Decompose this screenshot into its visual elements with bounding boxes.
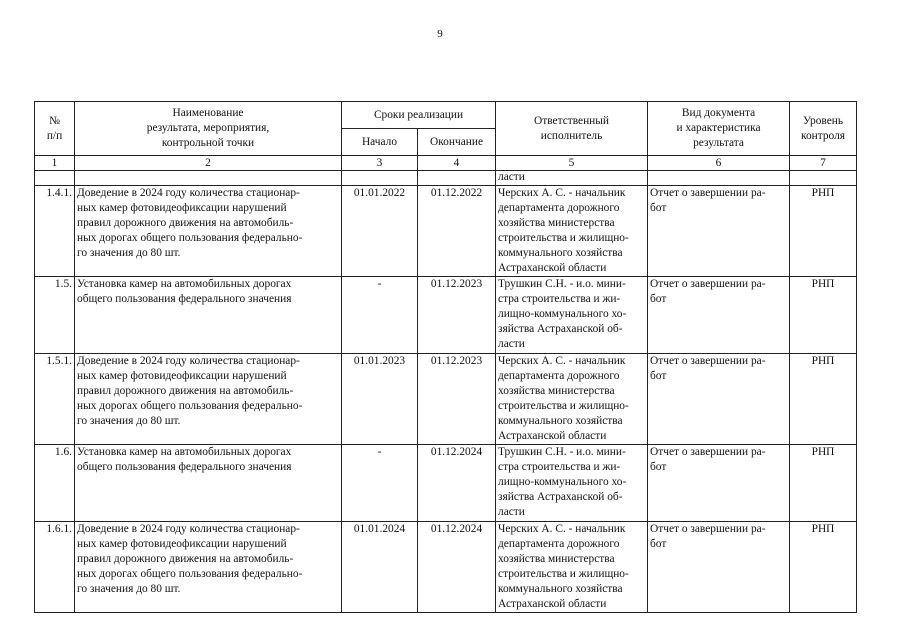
cell-start: - — [342, 277, 418, 354]
header-terms: Сроки реализации — [342, 102, 496, 129]
header-level: Уровень контроля — [790, 102, 857, 156]
column-number: 1 — [35, 156, 75, 171]
table-row — [35, 186, 857, 277]
cell-level: РНП — [790, 186, 857, 277]
cell-name: Установка камер на автомобильных дорогах общего пользования федерального значения — [75, 445, 342, 522]
plan-table — [34, 101, 857, 613]
cell-empty — [418, 171, 496, 186]
cell-empty — [648, 171, 790, 186]
cell-start: - — [342, 445, 418, 522]
cell-num: 1.5. — [35, 277, 75, 354]
cell-document: Отчет о завершении ра- бот — [648, 445, 790, 522]
table-header-row — [35, 102, 857, 129]
header-end: Окончание — [418, 129, 496, 156]
cell-name: Установка камер на автомобильных дорогах общего пользования федерального значения — [75, 277, 342, 354]
page-number: 9 — [437, 28, 443, 40]
continuation-row — [35, 171, 857, 186]
header-start: Начало — [342, 129, 418, 156]
table-row — [35, 354, 857, 445]
cell-responsible: Трушкин С.Н. - и.о. мини- стра строительства и жи- лищно-коммунального хо- зяйства Астраханской об- ласти — [496, 445, 648, 522]
cell-responsible: Черских А. С. - начальник департамента дорожного хозяйства министерства строительства и жилищно- коммунального хозяйства Астраханской области — [496, 186, 648, 277]
cell-end: 01.12.2023 — [418, 277, 496, 354]
cell-responsible-continuation: ласти — [496, 171, 648, 186]
cell-start: 01.01.2023 — [342, 354, 418, 445]
column-number-row — [35, 156, 857, 171]
cell-name: Доведение в 2024 году количества стационар- ных камер фотовидеофиксации нарушений правил дорожного движения на автомобиль- ных дорогах общего пользования федерально- го значения до 80 шт. — [75, 186, 342, 277]
cell-end: 01.12.2022 — [418, 186, 496, 277]
cell-document: Отчет о завершении ра- бот — [648, 186, 790, 277]
cell-level: РНП — [790, 277, 857, 354]
column-number: 2 — [75, 156, 342, 171]
cell-empty — [75, 171, 342, 186]
cell-name: Доведение в 2024 году количества стационар- ных камер фотовидеофиксации нарушений правил дорожного движения на автомобиль- ных дорогах общего пользования федерально- го значения до 80 шт. — [75, 354, 342, 445]
cell-num: 1.6.1. — [35, 522, 75, 613]
cell-responsible: Черских А. С. - начальник департамента дорожного хозяйства министерства строительства и жилищно- коммунального хозяйства Астраханской области — [496, 522, 648, 613]
cell-empty — [342, 171, 418, 186]
cell-level: РНП — [790, 445, 857, 522]
cell-empty — [35, 171, 75, 186]
cell-document: Отчет о завершении ра- бот — [648, 277, 790, 354]
column-number: 7 — [790, 156, 857, 171]
cell-num: 1.6. — [35, 445, 75, 522]
cell-num: 1.5.1. — [35, 354, 75, 445]
cell-end: 01.12.2023 — [418, 354, 496, 445]
cell-name: Доведение в 2024 году количества стационар- ных камер фотовидеофиксации нарушений правил дорожного движения на автомобиль- ных дорогах общего пользования федерально- го значения до 80 шт. — [75, 522, 342, 613]
header-document: Вид документа и характеристика результата — [648, 102, 790, 156]
cell-responsible: Трушкин С.Н. - и.о. мини- стра строительства и жи- лищно-коммунального хо- зяйства Астраханской об- ласти — [496, 277, 648, 354]
cell-empty — [790, 171, 857, 186]
cell-document: Отчет о завершении ра- бот — [648, 354, 790, 445]
cell-num: 1.4.1. — [35, 186, 75, 277]
cell-end: 01.12.2024 — [418, 445, 496, 522]
cell-start: 01.01.2024 — [342, 522, 418, 613]
cell-responsible: Черских А. С. - начальник департамента дорожного хозяйства министерства строительства и жилищно- коммунального хозяйства Астраханской области — [496, 354, 648, 445]
column-number: 4 — [418, 156, 496, 171]
cell-end: 01.12.2024 — [418, 522, 496, 613]
column-number: 5 — [496, 156, 648, 171]
header-responsible: Ответственный исполнитель — [496, 102, 648, 156]
table-row — [35, 445, 857, 522]
header-name: Наименование результата, мероприятия, контрольной точки — [75, 102, 342, 156]
table-row — [35, 277, 857, 354]
column-number: 3 — [342, 156, 418, 171]
cell-level: РНП — [790, 354, 857, 445]
cell-level: РНП — [790, 522, 857, 613]
column-number: 6 — [648, 156, 790, 171]
header-num: № п/п — [35, 102, 75, 156]
table-row — [35, 522, 857, 613]
cell-document: Отчет о завершении ра- бот — [648, 522, 790, 613]
cell-start: 01.01.2022 — [342, 186, 418, 277]
